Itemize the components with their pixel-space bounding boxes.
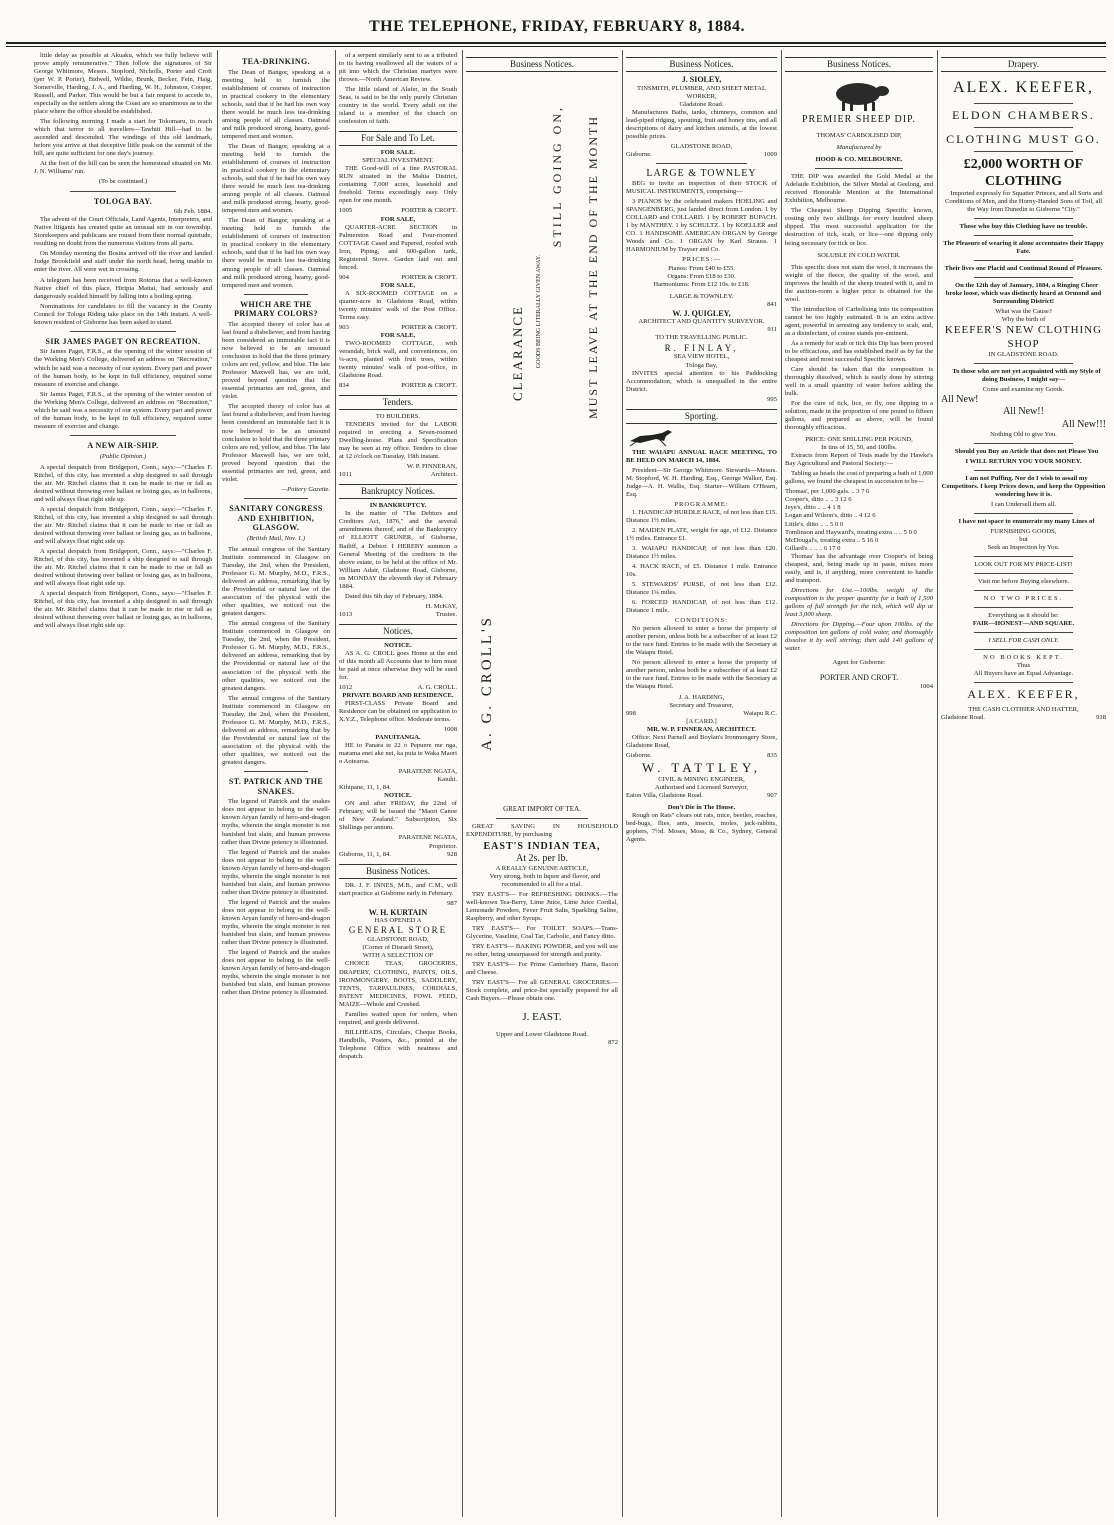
ad-signature: H. McKAY, (425, 602, 457, 610)
ad-text: Those who buy this Clothing have no trouble. (959, 222, 1088, 230)
ad-title: GENERAL STORE (348, 925, 448, 936)
divider (974, 127, 1073, 128)
must-leave: MUST LEAVE AT THE END OF THE MONTH (586, 114, 600, 419)
ad-title: W. H. KURTAIN (368, 907, 428, 917)
ad-text: Manufactures Baths, tanks, chimneys, common and lead-piped ridging, spouting, fruit and honey tins, and all descriptions of dairy and kitchen utensils, at the lowest possible prices. (626, 108, 777, 140)
ad-text: On the 12th day of January, 1884, a Ringing Cheer broke loose, which was distinctly heard at Ormond and Surrounding District! (945, 282, 1102, 306)
article-text: The little island of Alafer, in the South Seas, is said to be the only purely Christian country in the world. Every adult on the island is a member of the church on confession of faith. (339, 86, 457, 126)
ad-text: FIRST-CLASS Private Board and Residence can be obtained on application to X.Y.Z., Telephone office. Moderate terms. (339, 699, 457, 724)
divider (974, 235, 1073, 236)
article-text: The accepted theory of color has at last found a disbeliever, and from having been considered an immutable fact it is now believed to be an unsound conclusion to hold that the three primary colors are red, yellow, and blue. The late Professor Maxwell has, we are told, proved beyond question that the essential primaries are red, green, and violet. (222, 403, 330, 483)
ad-text: AS A. G. CROLL goes Home at the end of this month all Accounts due to him must be paid at once otherwise they will be sued for. (339, 649, 457, 681)
article-text: The following morning I made a start for Tokomaru, to reach which that terror to all travellers—Tawhiti Hill—had to be ascended and descended. The windings of this old landmark, before you arrive at that deceptive little peak on the summit of the hill, are quite sufficient for one day's journey. (34, 118, 212, 158)
section-header-notices: Notices. (339, 624, 457, 639)
ad-title: Don't Die in The House. (667, 803, 736, 811)
ad-text: Directions for Use.—100lbs. weight of the composition is the proper quantity for a bath of 1,500 gallons of full strength for the tick, which will dip at least 3,000 sheep. (785, 586, 933, 618)
ad-title: TO THE TRAVELLING PUBLIC. (655, 334, 748, 342)
all-new-2: All New!! (1003, 406, 1044, 418)
ad-subtitle: (Corner of Disraeli Street), (362, 944, 434, 952)
ad-signature: J. A. HARDING, (678, 693, 725, 701)
ad-text: Thomas' has the advantage over Cooper's of being cheapest, and, being made up in paste, mixes more easily, and is, if anything, more convenient to handle and transport. (785, 552, 933, 584)
column-1 (34, 52, 212, 1517)
ad-text: No person allowed to enter a horse the property of another person, unless both be a subscriber of at least £2 to the race fund. Entries to be made with the Secretary at the Waiapu Hotel. (626, 659, 777, 691)
ad-place: Gisborne. (626, 751, 652, 759)
all-new-3: All New!!! (1061, 418, 1106, 430)
cost-row: Tomlinson and Hayward's, treating extra .. .. 5 0 0 (785, 528, 917, 536)
article-text: The legend of Patrick and the snakes does not appear to belong to the well-known Aryan family of hero-and-dragon myths, wherein the single monster is not banished but slain, and human prowess rather than Divine potency is illustrated. (222, 798, 330, 846)
ad-text: BILLHEADS, Circulars, Cheque Books, Handbills, Posters, &c., printed at the Telephone Office with neatness and despatch. (339, 1028, 457, 1060)
ad-title: R. FINLAY, (664, 342, 739, 353)
ad-text: Office: Next Parnell and Boylan's Ironmongery Store, Gladstone Road, (626, 733, 777, 749)
ad-title: J. SIOLEY, (681, 74, 722, 84)
divider (974, 103, 1073, 104)
ad-text: To those who are not yet acquainted with my Style of doing Business, I might say— (952, 368, 1101, 384)
ad-text: HE to Panara te 22 o Pepuere me nga, marama enei ake nei, ka puta te Waka Maori o Aotearoa. (339, 742, 457, 766)
source-line: —Pottery Gazette. (281, 485, 330, 493)
ad-text: Very strong, both in liquor and flavor, and recommended to all for a trial. (489, 872, 601, 888)
ad-title: NOTICE. (384, 792, 412, 800)
ad-text: In the matter of "The Debtors and Creditors Act, 1876," and the several amendments thereof, and of the Bankruptcy of ELLIOTT GRUNER, of Gisborne, Bailiff, a Debtor. I HEREBY summon a General Meeting of the creditors in the above estate, to be held at the office of Mr. William Adair, Gladstone Road, Gisborne, on MONDAY the eleventh day of February 1884. (339, 510, 457, 590)
ad-text: ON and after FRIDAY, the 22nd of February, will be issued the "Maori Canoe of New Zealand." Subscription, Six Shillings per annum. (339, 800, 457, 832)
ad-subtitle: CIVIL & MINING ENGINEER, (658, 775, 745, 783)
clothing-must-go: CLOTHING MUST GO. (946, 132, 1101, 147)
column-divider (937, 50, 938, 1517)
ad-role: Proprietor. (428, 842, 457, 850)
article-text: A special despatch from Bridgeport, Conn., says:—"Charles F. Ritchel, of this city, has invented a ship designed to sail through the air. Mr. Ritchel claims that it can be made to rise or fall as desired without throwing over ballast or losing gas, as in balloons, and will always float right side up. (34, 505, 212, 545)
ad-text: FAIR—HONEST—AND SQUARE. (972, 620, 1075, 628)
section-header-sporting: Sporting. (626, 409, 777, 424)
headline-tea: TEA-DRINKING. (241, 57, 311, 66)
ad-subtitle: TO BUILDERS. (375, 413, 421, 421)
ad-firm: PORTER & CROFT. (401, 273, 457, 281)
ad-title: FOR SALE, (380, 281, 416, 289)
headline-sanitary: SANITARY CONGRESS AND EXHIBITION, GLASGOW. (229, 503, 323, 533)
ad-text: Why the birth of (1001, 316, 1046, 324)
ad-subtitle: SOLUBLE IN COLD WATER. (817, 251, 901, 259)
column-divider (335, 50, 336, 1517)
ad-place: Waiapu R.C. (743, 709, 777, 717)
keefer-name-2: ALEX. KEEFER, (967, 687, 1080, 702)
ad-text: Thus (1016, 662, 1031, 670)
ad-subtitle: Authorised and Licensed Surveyor, (654, 783, 749, 791)
ad-text: CHOICE TEAS, GROCERIES, DRAPERY, CLOTHING, PAINTS, OILS, IRONMONGERY, BOOTS, SADDLERY, TENTS, TARPAULINES, CORDIALS, PATENT MEDICINES, FOWL FEED, MAIZE—Whole and Crushed. (339, 960, 457, 1008)
article-text: of a serpent similarly sent to as a tributed to its having swallowed all the waters of a pit into which the Christian martyrs were thrown.—North American Review. (339, 52, 457, 84)
ad-subtitle: Agent for Gisborne: (832, 659, 886, 666)
ad-text: The introduction of Carbolising into its composition cannot be too highly estimated. It is an extra active agent, powerful in arresting any tendency to scab, and, as a disinfectant, of course stands pre-eminent. (785, 305, 933, 337)
divider (496, 818, 587, 819)
divider (974, 632, 1073, 633)
ad-signature: LARGE & TOWNLEY. (669, 292, 734, 300)
ad-subtitle: IN GLADSTONE ROAD. (988, 351, 1059, 359)
eldon-chambers: ELDON CHAMBERS. (952, 108, 1095, 123)
column-divider (781, 50, 782, 1517)
ad-role: Kaiuhi. (437, 776, 457, 784)
article-text: The legend of Patrick and the snakes does not appear to belong to the well-known Aryan family of hero-and-dragon myths, wherein the single monster is not banished but slain, and human prowess rather than Divine potency is illustrated. (222, 898, 330, 946)
divider (974, 513, 1073, 514)
ad-number: 907 (767, 791, 777, 799)
article-text: The legend of Patrick and the snakes does not appear to belong to the well-known Aryan family of hero-and-dragon myths, wherein the single monster is not banished but slain, and human prowess rather than Divine potency is illustrated. (222, 948, 330, 997)
ad-title: PANUITANGA. (375, 734, 421, 742)
divider (974, 151, 1073, 152)
ad-text: BEG to invite an inspection of their STOCK of MUSICAL INSTRUMENTS, comprising— (626, 180, 777, 196)
cost-row: McDougal's, treating extra .. 5 16 0 (785, 536, 879, 544)
ad-text: LOOK OUT FOR MY PRICE-LIST! (974, 561, 1073, 569)
ad-role: Secretary and Treasurer, (669, 701, 734, 709)
ad-text: DR. J. F. INNES, M.B., and C.M., will start practice at Gisborne early in February. (339, 881, 457, 897)
ad-number: 835 (767, 751, 777, 759)
headline-colors: WHICH ARE THE PRIMARY COLORS? (234, 299, 318, 319)
divider (70, 191, 177, 192)
ad-subtitle: HOOD & CO. MELBOURNE. (815, 156, 903, 164)
programme-item: 1. HANDICAP HURDLE RACE, of not less than £15. Distance 1½ miles. (626, 508, 777, 524)
east-address: Upper and Lower Gladstone Road. (495, 1030, 589, 1038)
ad-text: Families waited upon for orders, when required, and goods delivered. (339, 1010, 457, 1026)
cost-row: Logan and Wilson's, ditto .. 4 12 6 (785, 512, 876, 520)
ad-title: W. TATTLEY, (642, 759, 761, 775)
ad-date: Gisborne, 11, 1, 84. (339, 850, 391, 858)
ad-number: 1004 (919, 682, 933, 690)
column-2 (222, 52, 330, 1517)
article-text: The Dean of Bangor, speaking at a meeting held to furnish the establishment of courses of instruction in practical cookery in the elementary schools, said that if he had his own way there would be much less tea-drinking among people of all classes. Oatmeal and milk produced strong, hearty, good-tempered men and women. (222, 217, 330, 289)
divider (974, 607, 1073, 608)
ad-subtitle: Tologa Bay, (685, 361, 718, 369)
croll-name: A. G. CROLL'S (479, 614, 495, 751)
ad-title: PRIVATE BOARD AND RESIDENCE. (342, 691, 454, 699)
ad-number: 995 (767, 395, 777, 403)
ad-text: Seek an Inspection by You. (987, 544, 1060, 552)
ad-text: TRY EAST'S— BAKING POWDER, and you will use no other, being unsurpassed for strength and purity. (466, 943, 618, 959)
conditions-title: CONDITIONS: (674, 617, 729, 625)
cost-row: Jeye's, ditto .. .. 4 1 8 (785, 504, 841, 512)
divider (974, 470, 1073, 471)
ad-subtitle: WITH A SELECTION OF (362, 952, 434, 960)
ad-text: Rough on Rats" clears out rats, mice, beetles, roaches, bed-bugs, flies, ants, insects, moles, jack-rabbits, gophers, 7½d. Moses, Moss, & Co., Sydney, General Agents. (626, 811, 777, 843)
ad-title: FOR SALE, (380, 215, 416, 223)
article-text: The Dean of Bangor, speaking at a meeting held to furnish the establishment of courses of instruction in practical cookery in the elementary schools, said that if he had his own way there would be much less tea-drinking among people of all classes. Oatmeal and milk produced strong, hearty, good-tempered men and women. (222, 143, 330, 215)
cost-row: Cooper's, ditto .. .. 3 12 6 (785, 496, 852, 504)
ad-number: 1013 (339, 610, 353, 618)
ad-text: I WILL RETURN YOU YOUR MONEY. (965, 457, 1082, 465)
ad-number: 987 (447, 899, 457, 907)
column-6 (785, 52, 933, 1517)
ad-number: 903 (339, 323, 349, 331)
article-text: The legend of Patrick and the snakes does not appear to belong to the well-known Aryan family of hero-and-dragon myths, wherein the single monster is not banished but slain, and human prowess rather than Divine potency is illustrated. (222, 848, 330, 896)
ad-text: I have not space to enumerate my many Lines of (958, 517, 1095, 525)
ad-text: I am not Puffing. Nor do I wish to assail my Competitors. I keep Prices down, and keep the Opposition wondering how it is. (941, 474, 1106, 498)
divider (974, 363, 1073, 364)
masthead-rule-thin (6, 46, 1106, 47)
ad-firm: PORTER & CROFT. (401, 323, 457, 331)
article-text: The annual congress of the Sanitary Institute commenced in Glasgow on Tuesday, the 2nd, when the President, Professor G. M. Murphy, M.D., F.R.S., delivered an address, remarking that by the Providential or natural law of the association of the physical with the other qualities, we noticed out the greatest dangers. (222, 620, 330, 692)
ad-number: 1008 (443, 726, 457, 734)
article-text: At the foot of the hill can be seen the homestead situated on Mr. J. N. Williams' run. (34, 160, 212, 176)
ad-text: Visit me before Buying elsewhere. (977, 578, 1070, 586)
article-text: On Monday morning the Bosina arrived off the river and landed Judge Brookfield and staff under the north head, being unable to enter the river. All were wet in crossing. (34, 250, 212, 274)
all-new-1: All New! (941, 394, 979, 406)
ad-title: NOTICE. (384, 641, 412, 649)
cost-row: Little's, ditto .. .. 5 0 0 (785, 520, 844, 528)
ad-text: The Pleasure of wearing it alone accentuates their Happy Fate. (943, 240, 1104, 256)
ad-text: This specific does not stain the wool, it increases the weight of the fleece, the quality of the wool, and improves the health of the sheep treated with it, and in the auction-room a higher price is obtained for the wool. (785, 263, 933, 303)
ad-text: THE Good-will of a fine PASTORAL RUN situated in the Mahia District, containing 7,000 acres, leasehold and freehold. Terms exceedingly easy. Only open for one month. (339, 165, 457, 205)
ad-text: TENDERS invited for the LABOR required in erecting a Seven-roomed Dwelling-house. Plans and Specification may be seen at my office. Tenders to close at 12 o'clock on Tuesday, 19th instant. (339, 421, 457, 461)
ad-text: Come and examine my Goods. (982, 386, 1065, 394)
ad-text: TRY EAST'S— For all GENERAL GROCERIES.—Stock complete, and price-list specially prepared for all Cash Buyers.—Please obtain one. (466, 979, 618, 1003)
column-divider (217, 50, 218, 1517)
ad-text: Tabling as heads the cost of preparing a bath of 1,000 gallons, we found the cheapest in succession to be— (785, 470, 933, 486)
article-text: A special despatch from Bridgeport, Conn., says:—"Charles F. Ritchel, of this city, has invented a ship designed to sail through the air. Mr. Ritchel claims that it can be made to rise or fall as desired without throwing over ballast or losing gas, as in balloons, and will always float right side up. (34, 590, 212, 630)
ad-title: W. J. QUIGLEY, (672, 308, 731, 318)
ad-subtitle: GLADSTONE ROAD, (367, 936, 429, 944)
ad-text: THE DIP was awarded the Gold Medal at the Adelaide Exhibition, the Silver Medal at Geelong, and received Honorable Mention at the International Exhibition, Melbourne. (785, 173, 933, 205)
divider (244, 498, 309, 499)
ad-subtitle: A REALLY GENUINE ARTICLE, (495, 864, 589, 872)
ad-number: 834 (339, 382, 349, 390)
ad-firm: PORTER & CROFT. (401, 207, 457, 215)
ad-place: Eaton Villa, Gladstone Road. (626, 791, 703, 799)
source-line: (Public Opinion.) (99, 452, 147, 460)
article-text: The accepted theory of color has at last found a disbeliever, and from having been considered an immutable fact it is now believed to be an unsound conclusion to hold that the three primary colors are red, yellow, and blue. The late Professor Maxwell has, we are told, proved beyond question that the essential primaries are red, green, and violet. (222, 321, 330, 401)
clearance-word: CLEARANCE (510, 304, 525, 401)
ad-role: Architect. (430, 471, 457, 479)
ad-text: Imported expressly for Squatter Princes, and all Sorts and Conditions of Men, and the Horny-Handed Sons of Toil, all the Way from Dunedin to Gisborne "City." (944, 189, 1103, 213)
ad-text: TRY EAST'S— For Prime Canterbury Hams, Bacon and Cheese. (466, 961, 618, 977)
article-text: The annual congress of the Sanitary Institute commenced in Glasgow on Tuesday, the 2nd, when the President, Professor G. M. Murphy, M.D., F.R.S., delivered an address, remarking that by the Providential or natural law of the association of the physical with the other qualities, we noticed out the greatest dangers. (222, 546, 330, 618)
section-header-sale: For Sale and To Let. (339, 131, 457, 146)
ad-firm: PORTER & CROFT. (401, 382, 457, 390)
section-header-drapery: Drapery. (941, 57, 1106, 72)
ad-text: TRY EAST'S— For TOILET SOAPS.—Trans-Glycerine, Vaseline, Coal Tar, Carbolic, and Fancy ditto. (466, 925, 618, 941)
keefer-name: ALEX. KEEFER, (952, 78, 1095, 96)
ad-text: For the cure of tick, lice, or fly, one dipping in a solution, made in the proportion of one pound to fifteen gallons, and prepared as above, will be found thoroughly efficacious. (785, 400, 933, 432)
croll-clearance-ad (466, 75, 618, 805)
ad-number: 1005 (339, 207, 353, 215)
ad-text: I can Undersell them all. (991, 500, 1056, 508)
ad-text: Extracts from Report of Tests made by the Hawke's Bay Agricultural and Pastoral Society:— (785, 452, 933, 468)
ad-subtitle: SEA VIEW HOTEL, (673, 353, 730, 361)
ad-text: Care should be taken that the composition is thoroughly dissolved, which is easily done by stirring well in a small quantity of water before adding the bulk. (785, 365, 933, 398)
ad-text: QUARTER-ACRE SECTION in Palmerston Road and Four-roomed COTTAGE Cased and Papered, roofed with Iron, Piping, and 600-gallon tank, Registered Stove. Garden laid out and fenced. (339, 223, 457, 271)
article-text: A special despatch from Bridgeport, Conn., says:—"Charles F. Ritchel, of this city, has invented a ship designed to sail through the air. Mr. Ritchel claims that it can be made to rise or fall as desired without throwing over ballast or losing gas, as in balloons, and will always float right side up. (34, 463, 212, 503)
ad-number: 1012 (339, 683, 353, 691)
ad-text: TWO-ROOMED COTTAGE, with verandah, brick wall, and conveniences, on ¼-acre, planted with fruit trees, within twenty minutes' walk of post-office, in Gladstone Road. (339, 339, 457, 380)
ad-title: MR. W. P. FINNERAN, ARCHITECT. (647, 725, 756, 733)
ad-text: A SIX-ROOMED COTTAGE on a quarter-acre in Gladstone Road, within twenty minutes' walk of the Post Office. Terms easy. (339, 289, 457, 321)
ad-text: The Cheapest Sheep Dipping Specific known, costing only two shillings for every hundred sheep dipped. The most successful application for the destruction of tick, scab, or lice—one dipping only being necessary for tick or lice. (785, 207, 933, 247)
price-line: Harmoniums: From £12 10s. to £18. (653, 280, 750, 288)
column-7 (941, 52, 1106, 1517)
divider (244, 294, 309, 295)
article-text: A telegram has been received from Rotorua that a well-known Native chief of this place, Hiripia Maitai, had seriously and dangerously scalded himself by falling into a boiling spring. (34, 276, 212, 300)
programme-title: PROGRAMME: (674, 500, 729, 508)
ad-number: 998 (626, 709, 636, 717)
article-text: little delay as possible at Akuaku, which we fully believe will prove amply remunerative." Then follow the signatures of Sir George Whitmore, Messrs. Stopford, Nicholls, Porter and Croft (per W. P. Porter), Bidwell, Wildie, Brunk, Becker, Fein, Haig, Somerville, Harding, J. A., and Harding, W. H., Johnston, Cooper, Russell, and Parker. This would be but a fair request to accede to, especially as the settlers along the Coast are so unanimous as to the place where the office should be established. (34, 52, 212, 116)
programme-item: 4. HACK RACE, of £5. Distance 1 mile. Entrance 10s. (626, 563, 777, 579)
divider (70, 435, 177, 436)
headline-patrick: ST. PATRICK AND THE SNAKES. (228, 776, 324, 796)
ad-text: GREAT SAVING IN HOUSEHOLD EXPENDITURE, by purchasing (466, 822, 618, 838)
divider (974, 443, 1073, 444)
ad-text: INVITES special attention to his Paddocking Accommodation, which is unequalled in the entire District. (626, 369, 777, 393)
ad-number: 1011 (339, 471, 352, 479)
price-line: Organs: From £18 to £30. (667, 272, 736, 280)
ad-text: but (1019, 536, 1028, 544)
ad-subtitle: PRICE: ONE SHILLING PER POUND, (805, 436, 913, 444)
divider (974, 218, 1073, 219)
divider (974, 260, 1073, 261)
ad-subtitle: SPECIAL INVESTMENT. (362, 157, 434, 165)
headline-tologa: TOLOGA BAY. (93, 196, 153, 206)
ad-signature: PARATENE NGATA, (398, 834, 457, 842)
ad-title: IN BANKRUPTCY. (369, 502, 427, 510)
section-header-business: Business Notices. (626, 57, 777, 72)
goods-given-away: GOODS BEING LITERALLY GIVEN AWAY. (536, 254, 542, 369)
ad-text: Their lives one Placid and Continual Round of Pleasure. (944, 265, 1103, 273)
ad-text: I SELL FOR CASH ONLY. (988, 637, 1059, 645)
divider (70, 331, 177, 332)
ad-role: Trustee. (435, 610, 457, 618)
ad-text: Should you Buy an Article that does not Please You (954, 447, 1099, 455)
section-header-bankruptcy: Bankruptcy Notices. (339, 484, 457, 499)
ad-text: As a remedy for scab or tick this Dip has been proved to be efficacious, and has established itself as by far the cheapest and most successful Specific known. (785, 339, 933, 363)
column-3 (339, 52, 457, 1517)
article-text: Sir James Paget, F.R.S., at the opening of the winter session of the Working Men's College, delivered an address on "Recreation," which he said was a necessity of our system. Every part and power of the human body, to be kept in full efficiency, required some measure of exercise and change. (34, 348, 212, 388)
ad-number: 841 (767, 300, 777, 308)
source-line: (British Mail, Nov. 1.) (246, 535, 306, 542)
ad-text: FURNISHING GOODS, (990, 528, 1057, 536)
ad-text: What was the Cause? (995, 308, 1052, 316)
section-header-business: Business Notices. (785, 57, 933, 72)
column-divider (622, 50, 623, 1517)
headline-airship: A NEW AIR-SHIP. (87, 440, 159, 450)
section-header-business: Business Notices. (339, 864, 457, 879)
sheep-icon (824, 78, 894, 112)
ad-subtitle: Gladstone Road. (679, 100, 724, 108)
divider (815, 168, 904, 169)
ad-signature: PARATENE NGATA, (398, 768, 457, 776)
still-going-on: STILL GOING ON, (550, 104, 564, 248)
east-tea-title: EAST'S INDIAN TEA, (483, 840, 601, 852)
column-divider (462, 50, 463, 1517)
ad-number: 918 (1096, 714, 1106, 722)
continued-note: (To be continued.) (98, 178, 148, 186)
ad-subtitle: Manufactured by (836, 144, 882, 152)
ad-number: 911 (767, 326, 777, 334)
ad-place: Gladstone Road. (941, 714, 985, 722)
worth-of-clothing: £2,000 WORTH OF CLOTHING (963, 156, 1084, 189)
dateline: 6th Feb. 1884. (173, 208, 212, 216)
new-shop-title: KEEFER'S NEW CLOTHING SHOP (944, 324, 1103, 350)
price-line: Pianos: From £40 to £55. (668, 264, 735, 272)
article-text: The annual congress of the Sanitary Institute commenced in Glasgow on Tuesday, the 2nd, when the President, Professor G. M. Murphy, M.D., F.R.S., delivered an address, remarking that by the Providential or natural law of the association of the physical with the other qualities, we noticed out the greatest dangers. (222, 694, 330, 766)
cost-row: Thomas', per 1,000 gals. .. 3 7 6 (785, 488, 870, 496)
article-text: A special despatch from Bridgeport, Conn., says:—"Charles F. Ritchel, of this city, has invented a ship designed to sail through the air. Mr. Ritchel claims that it can be made to rise or fall as desired without throwing over ballast or losing gas, as in balloons, and will always float right side up. (34, 547, 212, 587)
divider (656, 163, 747, 164)
ad-text: President—Sir George Whitmore. Stewards—Messrs. M. Stopford, W. H. Harding, Esq., George Walker, Esq. Judge—A. H. Wallis, Esq. Starter—William O'Hearn, Esq. (626, 466, 777, 498)
ad-text: 3 PIANOS by the celebrated makers HOELING and SPANGENBERG, just landed direct from London. 1 by COLLARD and COLLARD. 1 by ROBERT BUPACH. 1 by MANTHEY. 1 by SCHULTZ. 1 by KOELLER and CO. 1 HANDSOME AMERICAN ORGAN by George Woods and Co. 1 ORGAN by Karl Strauss. 1 HARMONIUM by Trayser and Co. (626, 198, 777, 254)
masthead: THE TELEPHONE, FRIDAY, FEBRUARY 8, 1884. (368, 18, 746, 35)
divider (974, 649, 1073, 650)
ad-subtitle: GLADSTONE ROAD, (670, 142, 733, 150)
ad-number: 928 (447, 850, 457, 858)
ad-title: FOR SALE. (380, 149, 416, 157)
cost-row: Gillard's .. .. .. 6 17 0 (785, 544, 841, 552)
section-header-tenders: Tenders. (339, 395, 457, 410)
programme-item: 6. FORCED HANDICAP, of not less than £12. Distance 1 mile. (626, 599, 777, 615)
ad-text: All Buyers have an Equal Advantage. (973, 670, 1074, 678)
divider (974, 573, 1073, 574)
ad-text: Everything as it should be: (988, 612, 1059, 620)
east-signature: J. EAST. (522, 1011, 562, 1024)
ad-number: 904 (339, 273, 349, 281)
ad-text: TRY EAST'S— For REFRESHING DRINKS.—The well-known Tea-Berry, Lime Juice, Lime Juice Cordial, Lemonade Powders, Fever Fruit Salts, Sparkling Saline, Raspberry, and other Syrups. (466, 891, 618, 923)
ad-title: PREMIER SHEEP DIP. (801, 113, 917, 125)
ad-subtitle: ARCHITECT AND QUANTITY SURVEYOR. (638, 318, 765, 326)
divider (974, 556, 1073, 557)
article-text: The advent of the Court Officials, Land Agents, Interpreters, and Native litigants has created quite an unusual stir in our township. Storekeepers and publicans are roused from their normal quietude, resulting no doubt from the numerous visitors from all parts. (34, 216, 212, 248)
programme-item: 2. MAIDEN PLATE, weight for age, of £12. Distance 1½ miles. Entrance £1. (626, 526, 777, 542)
card-label: [A CARD.] (686, 717, 717, 725)
ad-title: FOR SALE, (380, 331, 416, 339)
article-text: Sir James Paget, F.R.S., at the opening of the winter session of the Working Men's College, delivered an address on "Recreation," which he said was a necessity of our system. Every part and power of the human body, to be kept in full efficiency, required some measure of exercise and change. (34, 390, 212, 430)
ad-signature: W. P. FINNERAN, (406, 463, 457, 471)
racehorse-icon (626, 427, 696, 447)
ad-title: THE WAIAPU ANNUAL RACE MEETING, TO BE HELD ON MARCH 14, 1884. (626, 448, 777, 464)
divider (974, 682, 1073, 683)
masthead-rule (6, 42, 1106, 44)
ad-subtitle: THE CASH CLOTHIER AND HATTER, (968, 706, 1079, 714)
ad-signature: PORTER AND CROFT. (819, 673, 899, 683)
ad-subtitle: TINSMITH, PLUMBER, AND SHEET METAL WORKER, (636, 84, 767, 100)
divider (974, 277, 1073, 278)
ad-title: LARGE & TOWNLEY (646, 168, 757, 179)
ad-text: Directions for Dipping.—Four upon 100lbs. of the composition ten gallons of cold water, and thoroughly dissolve it by well stirring; then add 140 gallons of water. (785, 620, 933, 652)
ad-text: NO BOOKS KEPT. (983, 654, 1064, 662)
ad-subtitle: In tins of 15, 50, and 100lbs. (821, 444, 897, 452)
article-text: Nominations for candidates to fill the vacancy in the County Council for Tologa Riding take place on the 14th instant. A well-known resident of Gisborne has been asked to stand. (34, 302, 212, 326)
programme-item: 3. WAIAPU HANDICAP, of not less than £20. Distance 1½ miles. (626, 544, 777, 560)
ad-text: NO TWO PRICES. (983, 595, 1064, 603)
headline-paget: SIR JAMES PAGET ON RECREATION. (45, 336, 201, 346)
ad-text: Nothing Old to give You. (990, 430, 1057, 438)
ad-place: Gisborne. (626, 150, 652, 158)
article-text: The Dean of Bangor, speaking at a meeting held to furnish the establishment of courses of instruction in practical cookery in the elementary schools, said that if he had his own way there would be much less tea-drinking among people of all classes. Oatmeal and milk produced strong, hearty, good-tempered men and women. (222, 68, 330, 140)
programme-item: 5. STEWARDS' PURSE, of not less than £12. Distance 1¼ miles. (626, 581, 777, 597)
divider (974, 590, 1073, 591)
tea-heading: GREAT IMPORT OF TEA. (503, 804, 581, 813)
ad-number: 872 (608, 1038, 618, 1046)
ad-date: Kihipane, 11, 1, 84. (339, 784, 391, 792)
ad-signature: A. G. CROLL. (417, 683, 457, 691)
ad-text: No person allowed to enter a horse the property of another person, unless both be a subscriber of at least £2 to the race fund. Entries to be made with the Secretary at the Waiapu Hotel. (626, 625, 777, 657)
section-header-business: Business Notices. (466, 57, 618, 72)
column-4 (466, 52, 618, 1517)
prices-title: PRICES:— (682, 256, 721, 264)
ad-subtitle: THOMAS' CARBOLISED DIP, (816, 132, 902, 140)
ad-number: 1009 (763, 150, 777, 158)
ad-text: Dated this 6th day of February, 1884. (345, 592, 444, 600)
ad-subtitle: HAS OPENED A (374, 917, 422, 925)
column-5 (626, 52, 777, 1517)
tea-price: At 2s. per lb. (516, 852, 568, 864)
divider (244, 771, 309, 772)
